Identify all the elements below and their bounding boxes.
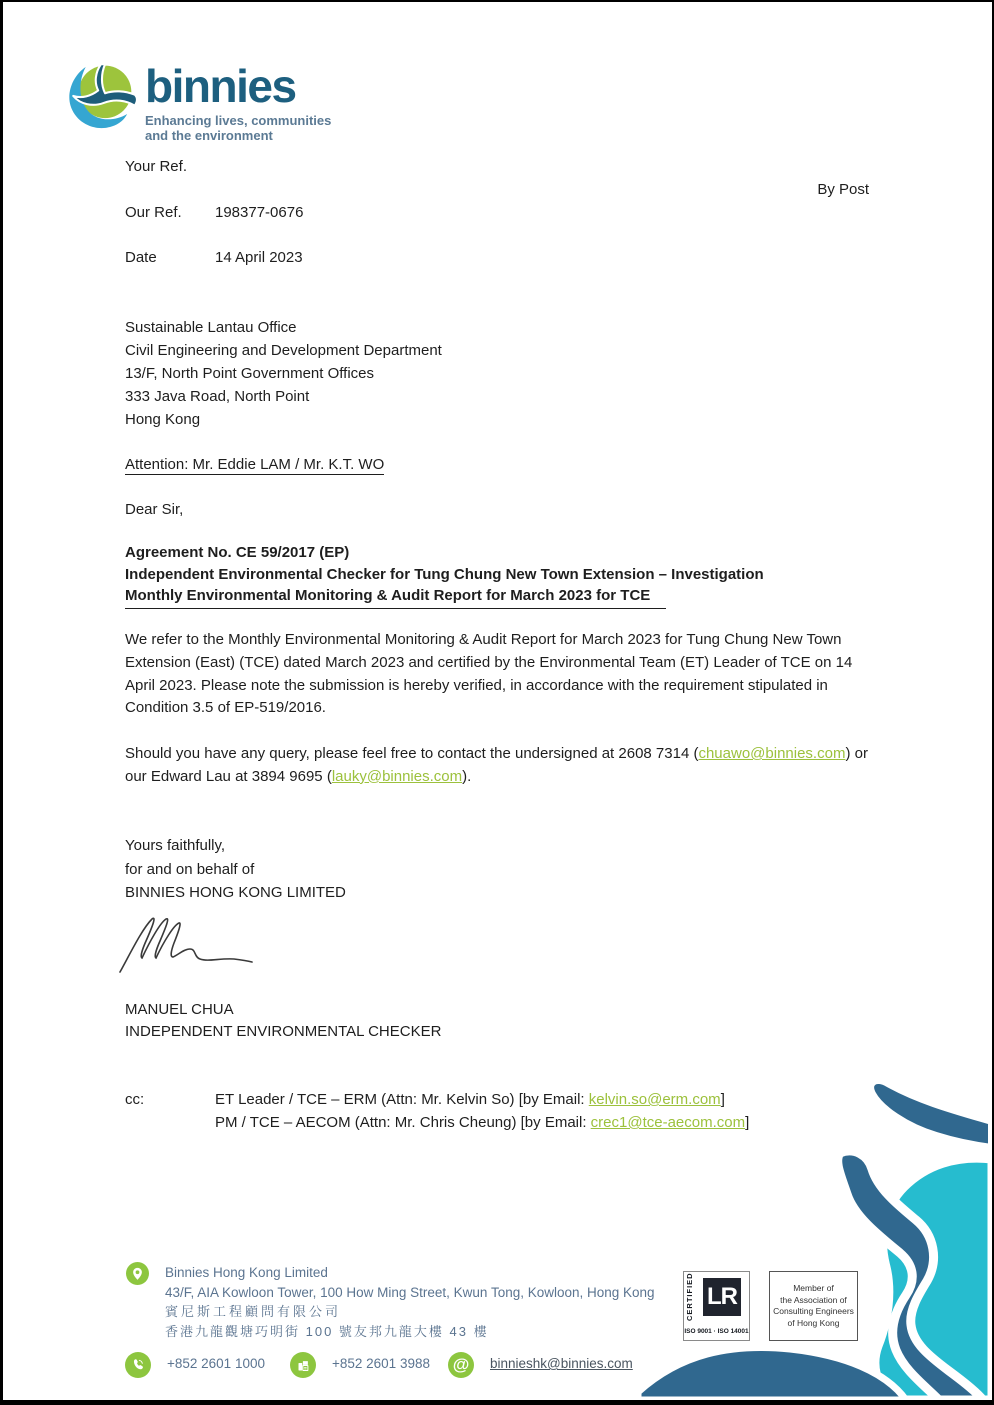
- footer-email-link[interactable]: binnieshk@binnies.com: [490, 1356, 633, 1371]
- footer-address-zh: 香港九龍觀塘巧明街 100 號友邦九龍大樓 43 樓: [165, 1323, 489, 1339]
- brand-wordmark: binnies: [145, 60, 296, 112]
- footer-fax: +852 2601 3988: [332, 1356, 430, 1371]
- salutation: Dear Sir,: [125, 501, 184, 518]
- closing-block: [125, 834, 346, 905]
- closing-line: Yours faithfully,: [125, 837, 226, 854]
- cc-line-2: PM / TCE – AECOM (Attn: Mr. Chris Cheung) [by Email: crec1@tce-aecom.com]: [215, 1114, 750, 1131]
- signatory-name: MANUEL CHUA: [125, 1001, 234, 1018]
- footer-company-zh: 賓尼斯工程顧問有限公司: [165, 1304, 342, 1319]
- email-link-chuawo[interactable]: chuawo@binnies.com: [698, 745, 846, 762]
- recipient-line: 13/F, North Point Government Offices: [125, 365, 375, 382]
- subject-line-3: Monthly Environmental Monitoring & Audit Report for March 2023 for TCE: [125, 585, 666, 609]
- brand-tagline: Enhancing lives, communities and the environment: [145, 113, 332, 143]
- footer-address-block: [165, 1263, 655, 1341]
- recipient-line: Civil Engineering and Development Department: [125, 342, 442, 359]
- signatory-title: INDEPENDENT ENVIRONMENTAL CHECKER: [125, 1023, 442, 1040]
- body-paragraph-1: We refer to the Monthly Environmental Monitoring & Audit Report for March 2023 for Tung Chung New Town Extension (East) (TCE) dated March 2023 and certified by the Environmental Team (ET) Leader of TCE on 14 April 2023. Please note the submission is hereby verified, in accordance with the requirement stipulated in Condition 3.5 of EP-519/2016.: [125, 631, 853, 717]
- subject-line-2: Independent Environmental Checker for Tung Chung New Town Extension – Investigation: [125, 565, 764, 583]
- subject-block: [125, 542, 764, 609]
- recipient-address: [125, 316, 442, 431]
- lr-certified-text: CERTIFIED: [685, 1272, 694, 1321]
- footer-company-en: Binnies Hong Kong Limited: [165, 1265, 328, 1280]
- recipient-line: 333 Java Road, North Point: [125, 388, 310, 405]
- our-ref-value: 198377-0676: [215, 204, 304, 221]
- ace-membership-mark: Member of the Association of Consulting Engineers of Hong Kong: [769, 1271, 858, 1341]
- date-value: 14 April 2023: [215, 249, 303, 266]
- lr-certification-mark: [683, 1271, 750, 1341]
- location-pin-icon: [126, 1262, 149, 1285]
- your-ref-label: Your Ref.: [125, 158, 187, 175]
- signatory-block: [125, 999, 441, 1043]
- our-ref-label: Our Ref.: [125, 204, 182, 221]
- body-paragraph-2: Should you have any query, please feel free to contact the undersigned at 2608 7314 (chuawo@binnies.com) or our Edward Lau at 3894 9695 (lauky@binnies.com).: [125, 745, 868, 785]
- lr-iso-text: ISO 9001 · ISO 14001: [684, 1328, 749, 1335]
- corner-swoosh-graphic: [638, 1055, 992, 1400]
- your-ref-row: [125, 158, 215, 175]
- recipient-line: Sustainable Lantau Office: [125, 319, 297, 336]
- cc-line-1: ET Leader / TCE – ERM (Attn: Mr. Kelvin So) [by Email: kelvin.so@erm.com]: [215, 1091, 725, 1108]
- fax-icon: [290, 1352, 316, 1378]
- binnies-logo-icon: [65, 58, 141, 134]
- email-link-crec1[interactable]: crec1@tce-aecom.com: [590, 1114, 746, 1131]
- at-email-icon: @: [448, 1352, 474, 1378]
- email-link-lauky[interactable]: lauky@binnies.com: [331, 767, 463, 785]
- closing-line: BINNIES HONG KONG LIMITED: [125, 884, 346, 901]
- signature: [115, 912, 255, 978]
- lr-logo: LR: [703, 1278, 741, 1316]
- footer-phone: +852 2601 1000: [167, 1356, 265, 1371]
- recipient-line: Hong Kong: [125, 411, 201, 428]
- attention-line: Attention: Mr. Eddie LAM / Mr. K.T. WO: [125, 456, 385, 473]
- closing-line: for and on behalf of: [125, 860, 255, 878]
- email-link-kelvin[interactable]: kelvin.so@erm.com: [588, 1091, 721, 1108]
- date-row: [125, 249, 303, 266]
- date-label: Date: [125, 249, 157, 266]
- delivery-method: By Post: [817, 181, 869, 198]
- subject-line-1: Agreement No. CE 59/2017 (EP): [125, 544, 350, 561]
- footer-address-en: 43/F, AIA Kowloon Tower, 100 How Ming Street, Kwun Tong, Kowloon, Hong Kong: [165, 1284, 655, 1300]
- binnies-logo: [65, 58, 331, 143]
- our-ref-row: [125, 204, 303, 221]
- cc-label: cc:: [125, 1091, 145, 1108]
- phone-icon: [125, 1352, 151, 1378]
